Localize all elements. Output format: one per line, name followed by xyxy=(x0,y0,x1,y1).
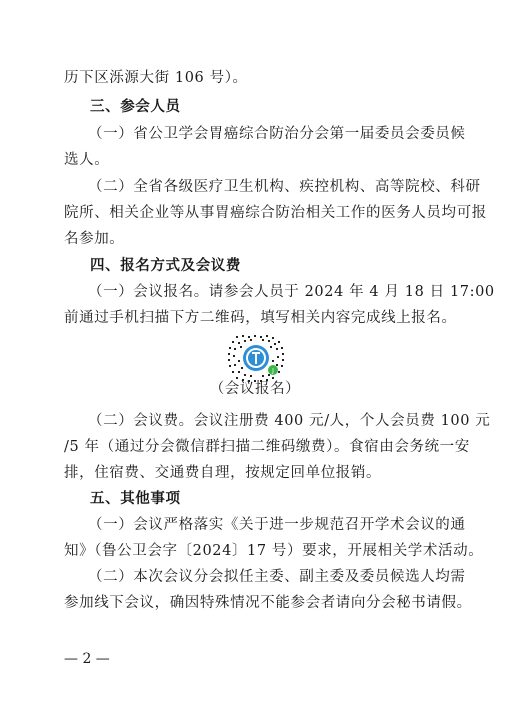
paragraph-line: 知》（鲁公卫会字〔2024〕17 号）要求，开展相关学术活动。 xyxy=(64,543,484,559)
paragraph-line: 选人。 xyxy=(64,152,110,168)
svg-text:J: J xyxy=(272,367,274,375)
section-heading-attendees: 三、参会人员 xyxy=(90,99,181,115)
paragraph-line: 名参加。 xyxy=(64,231,125,247)
paragraph-line: 排，住宿费、交通费自理，按规定回单位报销。 xyxy=(64,465,382,481)
qr-code-caption: （会议报名） xyxy=(209,381,301,397)
paragraph-line: 参加线下会议，确因特殊情况不能参会者请向分会秘书请假。 xyxy=(64,595,472,611)
section-heading-registration: 四、报名方式及会议费 xyxy=(90,258,241,274)
paragraph-line: （一）会议严格落实《关于进一步规范召开学术会议的通 xyxy=(88,517,466,533)
paragraph-line: 院所、相关企业等从事胃癌综合防治相关工作的医务人员均可报 xyxy=(64,205,487,221)
page-number: — 2 — xyxy=(64,651,110,667)
paragraph-line: （一）省公卫学会胃癌综合防治分会第一届委员会委员候 xyxy=(88,126,466,142)
paragraph-line: （二）本次会议分会拟任主委、副主委及委员候选人均需 xyxy=(88,569,466,585)
registration-qr-code-icon xyxy=(226,334,286,384)
paragraph-line: 历下区泺源大街 106 号）。 xyxy=(64,70,248,86)
paragraph-line: （二）会议费。会议注册费 400 元/人，个人会员费 100 元 xyxy=(88,413,491,429)
paragraph-line: （二）全省各级医疗卫生机构、疾控机构、高等院校、科研 xyxy=(88,179,481,195)
paragraph-line: （一）会议报名。请参会人员于 2024 年 4 月 18 日 17:00 xyxy=(88,284,495,300)
section-heading-other-matters: 五、其他事项 xyxy=(90,491,181,507)
paragraph-line: /5 年（通过分会微信群扫描二维码缴费）。食宿由会务统一安 xyxy=(64,439,470,455)
paragraph-line: 前通过手机扫描下方二维码，填写相关内容完成线上报名。 xyxy=(64,310,457,326)
